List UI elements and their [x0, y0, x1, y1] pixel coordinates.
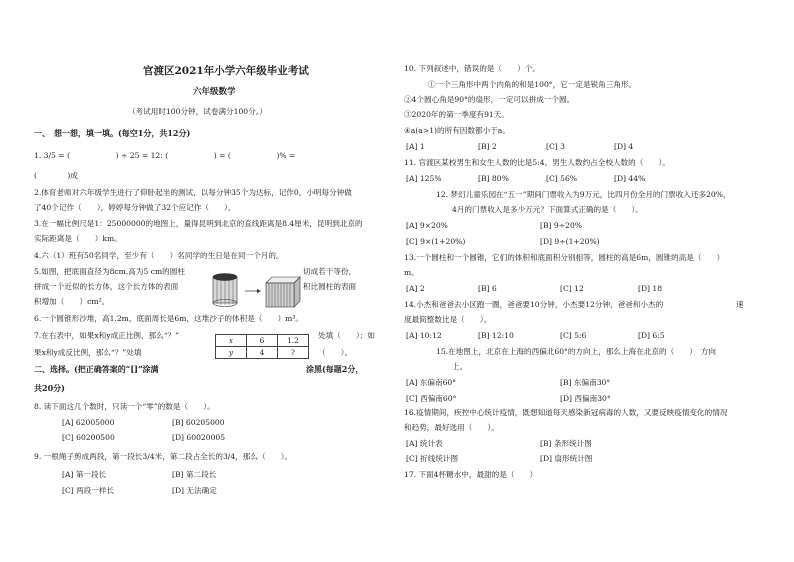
question-2: 2.体育老师对六年级学生进行了仰卧起坐的测试，以每分钟35个为达标，记作0。小明每分钟做	[34, 188, 352, 197]
statement-1: ①一个三角形中两个内角的和是100°，它一定是锐角三角形。	[428, 80, 637, 89]
statement-3: ③2020年的第一季度有91天。	[404, 110, 509, 119]
option-C[interactable]: [C] 56%	[546, 174, 578, 183]
option-D[interactable]: [D] 6:5	[638, 331, 665, 340]
question-5-end: 积增加（ ）cm²。	[34, 297, 110, 306]
option-D[interactable]: [D] 44%	[614, 174, 646, 183]
question-5-cont-right: 积比圆柱的表面	[303, 282, 357, 291]
question-10: 10. 下列叙述中，错误的是（ ）个。	[404, 64, 540, 73]
question-7-cont-right: （ ）。	[318, 348, 353, 357]
option-B[interactable]: [B] 12:10	[478, 331, 514, 340]
option-A[interactable]: [A] 62005000	[62, 418, 115, 427]
option-B[interactable]: [B] 80%	[478, 174, 509, 183]
option-A[interactable]: [A] 东偏南60°	[406, 378, 457, 387]
section2-heading-right: 涂黑(每题2分，	[306, 364, 364, 374]
table-cell: 6	[247, 335, 278, 347]
question-9: 9. 一根绳子剪成两段，第一段长3/4米，第二段占全长的3/4，那么（ ）。	[34, 452, 293, 461]
question-17: 17. 下面4杯糖水中，最甜的是（ ）	[404, 470, 538, 479]
question-5-cont: 拼成一个近似的长方体，这个长方体的表面	[34, 282, 179, 291]
exam-title: 官渡区2021年小学六年级毕业考试	[143, 65, 309, 77]
option-D[interactable]: [D] 9÷(1+20%)	[540, 237, 600, 246]
table-cell: x	[216, 335, 247, 347]
table-cell: ?	[278, 347, 309, 359]
table-cell: 4	[247, 347, 278, 359]
question-16-cont: 和趋势，最好选用（ ）。	[404, 423, 499, 432]
option-D[interactable]: [D] 扇形统计图	[540, 454, 593, 463]
question-12: 12. 梦幻儿童乐园在“五一”期间门票收入为9万元，比四月份全月的门票收入还多20%，	[436, 190, 731, 199]
question-8: 8. 读下面这几个数时，只读一个“零”的数是（ ）。	[34, 402, 215, 411]
exam-subtitle: 六年级数学	[193, 87, 236, 97]
question-1: 1. 3/5 = ( ) ÷ 25 = 12: ( ) = ( )% =	[34, 151, 296, 160]
option-A[interactable]: [A] 9×20%	[406, 221, 448, 230]
question-3-cont: 实际距离是（ ）km。	[34, 234, 122, 243]
option-C[interactable]: [C] 两段一样长	[62, 486, 115, 495]
option-D[interactable]: [D] 60020005	[172, 433, 226, 442]
table-cell: y	[216, 347, 247, 359]
exam-note: （考试用时100分钟，试卷满分100分。）	[128, 107, 268, 116]
option-D[interactable]: [D] 无法确定	[172, 486, 217, 495]
option-C[interactable]: [C] 西偏南60°	[406, 394, 457, 403]
option-D[interactable]: [D] 西偏南30°	[560, 394, 611, 403]
proportion-table	[215, 334, 309, 359]
question-15-cont: 上。	[452, 362, 468, 371]
statement-4: ④a(a>1)的所有因数都小于a。	[404, 126, 510, 135]
option-B[interactable]: [B] 2	[478, 142, 497, 151]
question-5: 5.如图，把底面直径为8cm,高为5 cm的圆柱	[34, 267, 185, 276]
question-1-cont: ( )成	[34, 171, 78, 180]
option-A[interactable]: [A] 10:12	[406, 331, 442, 340]
option-A[interactable]: [A] 1	[406, 142, 425, 151]
question-4: 4.六（1）班有50名同学，至少有（ ）名同学的生日是在同一个月的。	[34, 251, 284, 260]
question-14-right: 速	[736, 300, 744, 309]
option-A[interactable]: [A] 2	[406, 284, 425, 293]
option-A[interactable]: [A] 125%	[406, 174, 442, 183]
question-14-cont: 度最简整数比是（ ）。	[404, 315, 492, 324]
question-14: 14.小杰和爸爸去小区跑一圈，爸爸要10分钟，小杰要12分钟，爸爸和小杰的	[404, 300, 664, 309]
question-5-right: 切成若干等份，	[303, 267, 357, 276]
table-row	[216, 347, 309, 359]
option-B[interactable]: [B] 第二段长	[172, 470, 217, 479]
question-7-cont: 果x和y成反比例，那么“？”处填	[34, 348, 142, 357]
question-7-right: 处填（ ）；如	[318, 331, 375, 340]
question-13-cont: m。	[404, 268, 419, 277]
question-7: 7.在右表中，如果x和y成正比例，那么“？”	[34, 331, 180, 340]
question-6: 6.一个圆锥形沙堆，高1.2m，底面周长是6m，这堆沙子的体积是（ ）m³。	[34, 314, 304, 323]
section2-heading-cont: 共20分)	[34, 383, 65, 393]
option-C[interactable]: [C] 60200500	[62, 433, 115, 442]
question-12-cont: 4月的门票收入是多少万元？下面算式正确的是（ ）。	[452, 205, 643, 214]
table-cell: 1.2	[278, 335, 309, 347]
option-A[interactable]: [A] 第一段长	[62, 470, 107, 479]
section2-heading: 二、选择。(把正确答案的“[]”涂满	[34, 364, 159, 374]
option-D[interactable]: [D] 4	[614, 142, 634, 151]
option-D[interactable]: [D] 18	[638, 284, 663, 293]
question-3: 3.在一幅比例尺是1：25000000的地图上，量得昆明到北京的直线距离是8.4厘米，昆明到北京的	[34, 219, 363, 228]
question-15: 15.在地图上，北京在上海的西偏北60°的方向上，那么上海在北京的（ ） 方向	[436, 347, 716, 356]
option-C[interactable]: [C] 9×(1+20%)	[406, 237, 466, 246]
question-11: 11. 官渡区某校男生和女生人数的比是5:4，男生人数约占全校人数的（ ）。	[404, 158, 670, 167]
option-B[interactable]: [B] 60205000	[172, 418, 225, 427]
cylinder-to-cuboid-figure	[210, 271, 302, 311]
option-C[interactable]: [C] 5:6	[560, 331, 587, 340]
option-B[interactable]: [B] 6	[478, 284, 497, 293]
option-C[interactable]: [C] 12	[560, 284, 584, 293]
option-B[interactable]: [B] 条形统计图	[540, 439, 592, 448]
table-row	[216, 335, 309, 347]
option-C[interactable]: [C] 折线统计图	[406, 454, 459, 463]
section1-heading: 一、 想一想，填一填。(每空1分，共12分)	[34, 128, 191, 138]
option-A[interactable]: [A] 统计表	[406, 439, 443, 448]
option-B[interactable]: [B] 东偏南30°	[560, 378, 611, 387]
option-C[interactable]: [C] 3	[546, 142, 565, 151]
statement-2: ②4个圆心角是90°的扇形，一定可以拼成一个圆。	[404, 95, 575, 104]
question-13: 13.一个圆柱和一个圆锥，它们的体积和底面积分别相等，圆柱的高是6m，圆锥的高是（ ）	[404, 253, 725, 262]
question-16: 16.疫情期间，疾控中心统计疫情，既想知道每天感染新冠病毒的人数，又要反映疫情变化的情况	[404, 408, 728, 417]
option-B[interactable]: [B] 9÷20%	[540, 221, 582, 230]
question-2-cont: 了40个记作（ ），婷婷每分钟做了32个应记作（ ）。	[34, 203, 236, 212]
